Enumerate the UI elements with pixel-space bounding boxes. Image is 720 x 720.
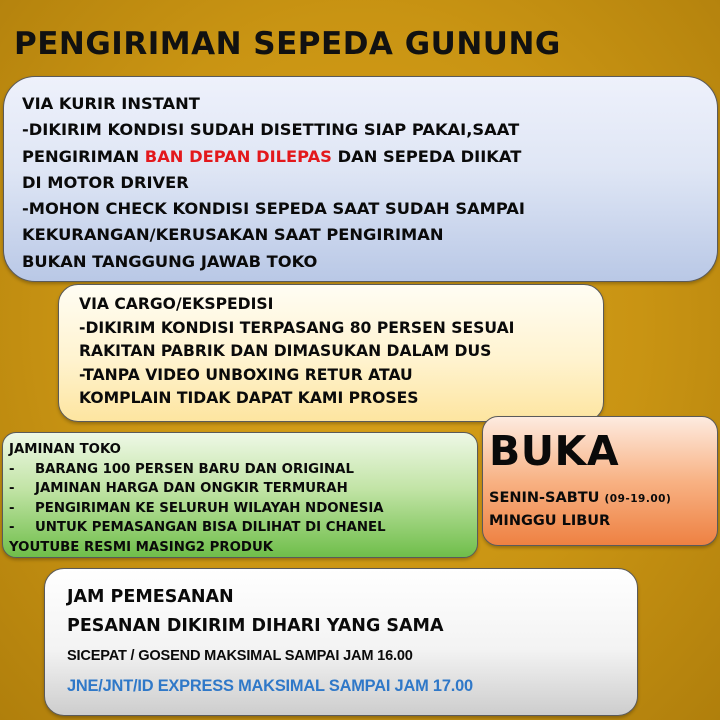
guarantee-item-text: PENGIRIMAN KE SELURUH WILAYAH NDONESIA xyxy=(35,500,384,516)
guarantee-item-text: UNTUK PEMASANGAN BISA DILIHAT DI CHANEL xyxy=(35,520,386,536)
guarantee-item xyxy=(9,499,477,519)
open-days-line xyxy=(489,487,717,510)
courier-highlight-text: BAN DEPAN DILEPAS xyxy=(144,146,332,166)
cargo-line-4: KOMPLAIN TIDAK DAPAT KAMI PROSES xyxy=(79,389,419,407)
order-line-same-day: PESANAN DIKIRIM DIHARI YANG SAMA xyxy=(67,616,444,636)
courier-line-4: -MOHON CHECK KONDISI SEPEDA SAAT SUDAH SAMPAI xyxy=(22,199,525,219)
cargo-line-3: -TANPA VIDEO UNBOXING RETUR ATAU xyxy=(79,365,413,384)
guarantee-heading: JAMINAN TOKO xyxy=(9,442,121,457)
closed-day: MINGGU LIBUR xyxy=(489,513,611,529)
guarantee-bullet: - xyxy=(9,481,15,497)
guarantee-bullet: - xyxy=(9,461,15,477)
courier-line-2-start: PENGIRIMAN xyxy=(22,146,145,166)
order-line-jne: JNE/JNT/ID EXPRESS MAKSIMAL SAMPAI JAM 17.00 xyxy=(67,677,473,695)
guarantee-bullet: - xyxy=(9,500,15,516)
order-time-panel xyxy=(44,568,638,716)
courier-line-2-end: DAN SEPEDA DIIKAT xyxy=(331,146,522,166)
cargo-info-panel xyxy=(58,284,604,422)
guarantee-item-text: BARANG 100 PERSEN BARU DAN ORIGINAL xyxy=(35,461,354,477)
guarantee-item xyxy=(9,460,477,480)
courier-info-panel xyxy=(3,76,718,282)
cargo-heading: VIA CARGO/EKSPEDISI xyxy=(79,295,274,313)
courier-line-1: -DIKIRIM KONDISI SUDAH DISETTING SIAP PAKAI,SAAT xyxy=(22,120,520,140)
order-line-sicepat: SICEPAT / GOSEND MAKSIMAL SAMPAI JAM 16.00 xyxy=(67,648,413,664)
courier-line-3: DI MOTOR DRIVER xyxy=(22,172,189,192)
courier-line-2 xyxy=(22,144,717,170)
courier-line-6: BUKAN TANGGUNG JAWAB TOKO xyxy=(22,251,318,271)
guarantee-item-text: JAMINAN HARGA DAN ONGKIR TERMURAH xyxy=(35,481,348,497)
guarantee-bullet: - xyxy=(9,520,15,536)
guarantee-item xyxy=(9,479,477,499)
open-days: SENIN-SABTU xyxy=(489,490,600,506)
store-guarantee-panel xyxy=(2,432,478,558)
courier-heading: VIA KURIR INSTANT xyxy=(22,94,200,113)
open-heading: BUKA xyxy=(489,427,620,475)
guarantee-continuation: YOUTUBE RESMI MASING2 PRODUK xyxy=(9,539,274,555)
page-title: PENGIRIMAN SEPEDA GUNUNG xyxy=(14,26,561,62)
guarantee-item xyxy=(9,518,477,538)
order-heading: JAM PEMESANAN xyxy=(67,587,234,607)
courier-line-5: KEKURANGAN/KERUSAKAN SAAT PENGIRIMAN xyxy=(22,225,444,245)
opening-hours-panel xyxy=(482,416,718,546)
cargo-line-1: -DIKIRIM KONDISI TERPASANG 80 PERSEN SESUAI xyxy=(79,318,515,337)
open-hours: (09-19.00) xyxy=(604,493,672,505)
cargo-line-2: RAKITAN PABRIK DAN DIMASUKAN DALAM DUS xyxy=(79,342,492,360)
